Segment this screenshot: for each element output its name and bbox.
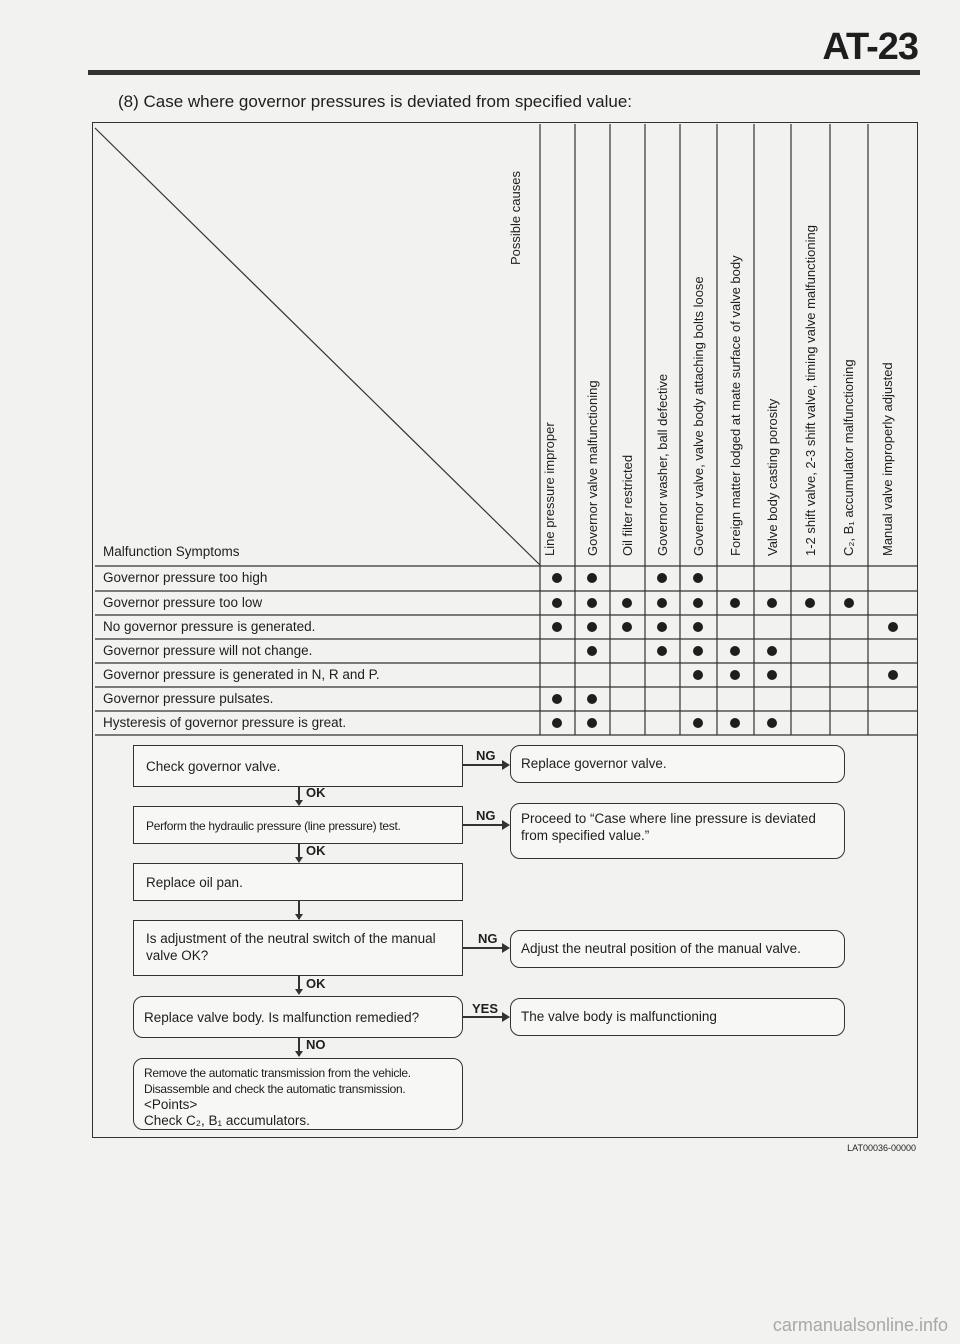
check-accumulators-text: Check C₂, B₁ accumulators. (144, 1113, 310, 1128)
step-neutral-switch-check: Is adjustment of the neutral switch of the manual valve OK? (133, 920, 463, 976)
ng-label-2: NG (476, 808, 496, 823)
cause-header-3: Oil filter restricted (620, 454, 635, 556)
cause-mark-dot (657, 573, 667, 583)
cause-mark-dot (587, 598, 597, 608)
symptom-row-6: Governor pressure pulsates. (103, 691, 274, 706)
cause-mark-dot (657, 598, 667, 608)
cause-mark-dot (767, 670, 777, 680)
cause-mark-dot (693, 670, 703, 680)
ok-label-3: OK (306, 976, 326, 991)
cause-header-4: Governor washer, ball defective (655, 373, 670, 556)
cause-mark-dot (888, 622, 898, 632)
cause-mark-dot (587, 646, 597, 656)
cause-mark-dot (622, 598, 632, 608)
header-diagonal (95, 128, 540, 565)
cause-mark-dot (730, 718, 740, 728)
watermark: carmanualsonline.info (772, 1315, 948, 1335)
cause-mark-dot (587, 573, 597, 583)
cause-mark-dot (888, 670, 898, 680)
cause-mark-dot (587, 694, 597, 704)
points-heading: <Points> (144, 1097, 198, 1112)
cause-mark-dot (844, 598, 854, 608)
ng-connector-2 (463, 824, 503, 826)
arrow-icon (502, 820, 510, 830)
step-replace-valve-body: Replace valve body. Is malfunction remedied? (133, 996, 463, 1038)
ok-label-1: OK (306, 785, 326, 800)
cause-header-5: Governor valve, valve body attaching bolts loose (691, 276, 706, 556)
cause-mark-dot (693, 718, 703, 728)
cause-mark-dot (730, 646, 740, 656)
cause-mark-dot (552, 718, 562, 728)
symptom-row-3: No governor pressure is generated. (103, 619, 316, 634)
cause-mark-dot (622, 622, 632, 632)
yes-label: YES (472, 1001, 499, 1016)
cause-mark-dot (587, 718, 597, 728)
cause-mark-dot (730, 598, 740, 608)
cause-mark-dot (657, 646, 667, 656)
arrow-icon (502, 760, 510, 770)
result-valve-body-malfunctioning: The valve body is malfunctioning (510, 998, 845, 1036)
cause-mark-dot (693, 646, 703, 656)
step-hydraulic-pressure-test (133, 806, 463, 844)
cause-mark-dot (767, 718, 777, 728)
cause-mark-dot (552, 694, 562, 704)
yes-connector (463, 1016, 503, 1018)
cause-mark-dot (657, 622, 667, 632)
cause-header-1: Line pressure improper (542, 422, 557, 556)
cause-mark-dot (552, 573, 562, 583)
step-hydraulic-pressure-test-text: Perform the hydraulic pressure (line pressure) test. (146, 819, 401, 833)
symptom-row-1: Governor pressure too high (103, 570, 268, 585)
cause-mark-dot (693, 598, 703, 608)
cause-mark-dot (587, 622, 597, 632)
ok-label-2: OK (306, 843, 326, 858)
result-adjust-neutral-position: Adjust the neutral position of the manual valve. (510, 930, 845, 968)
arrow-icon (502, 943, 510, 953)
ng-label-3: NG (478, 931, 498, 946)
cause-mark-dot (805, 598, 815, 608)
symptom-row-2: Governor pressure too low (103, 595, 263, 610)
possible-causes-header: Possible causes (508, 171, 523, 265)
symptom-row-4: Governor pressure will not change. (103, 643, 313, 658)
remove-transmission-text: Remove the automatic transmission from the vehicle. (144, 1066, 411, 1080)
cause-mark-dot (693, 622, 703, 632)
ng-label-1: NG (476, 748, 496, 763)
cause-header-7: Valve body casting porosity (765, 398, 780, 556)
arrow-down-icon (295, 989, 303, 995)
step-replace-oil-pan: Replace oil pan. (133, 863, 463, 901)
cause-mark-dot (693, 573, 703, 583)
cause-mark-dot (767, 598, 777, 608)
cause-mark-dot (767, 646, 777, 656)
figure-code: LAT00036-00000 (847, 1143, 916, 1153)
no-label: NO (306, 1037, 326, 1052)
cause-header-6: Foreign matter lodged at mate surface of valve body (728, 255, 743, 556)
cause-mark-dot (552, 598, 562, 608)
cause-header-10: Manual valve improperly adjusted (880, 362, 895, 556)
ng-connector-1 (463, 764, 503, 766)
page-number: AT-23 (822, 26, 918, 68)
section-heading: (8) Case where governor pressures is deviated from specified value: (118, 92, 633, 111)
cause-mark-dot (552, 622, 562, 632)
cause-header-8: 1-2 shift valve, 2-3 shift valve, timing valve malfunctioning (803, 225, 818, 556)
step-remove-transmission (133, 1058, 463, 1130)
arrow-icon (502, 1012, 510, 1022)
result-replace-governor-valve: Replace governor valve. (510, 745, 845, 783)
cause-header-2: Governor valve malfunctioning (585, 380, 600, 556)
symptom-row-7: Hysteresis of governor pressure is great. (103, 715, 347, 730)
cause-header-9: C₂, B₁ accumulator malfunctioning (841, 359, 856, 556)
cause-mark-dot (730, 670, 740, 680)
ng-connector-3 (463, 947, 503, 949)
result-line-pressure-case: Proceed to “Case where line pressure is deviated from specified value.” (510, 803, 845, 859)
malfunction-symptoms-header: Malfunction Symptoms (103, 544, 240, 559)
step-check-governor-valve: Check governor valve. (133, 745, 463, 787)
symptom-row-5: Governor pressure is generated in N, R and P. (103, 667, 380, 682)
arrow-down-icon (295, 1051, 303, 1057)
disassemble-check-text: Disassemble and check the automatic transmission. (144, 1082, 406, 1096)
